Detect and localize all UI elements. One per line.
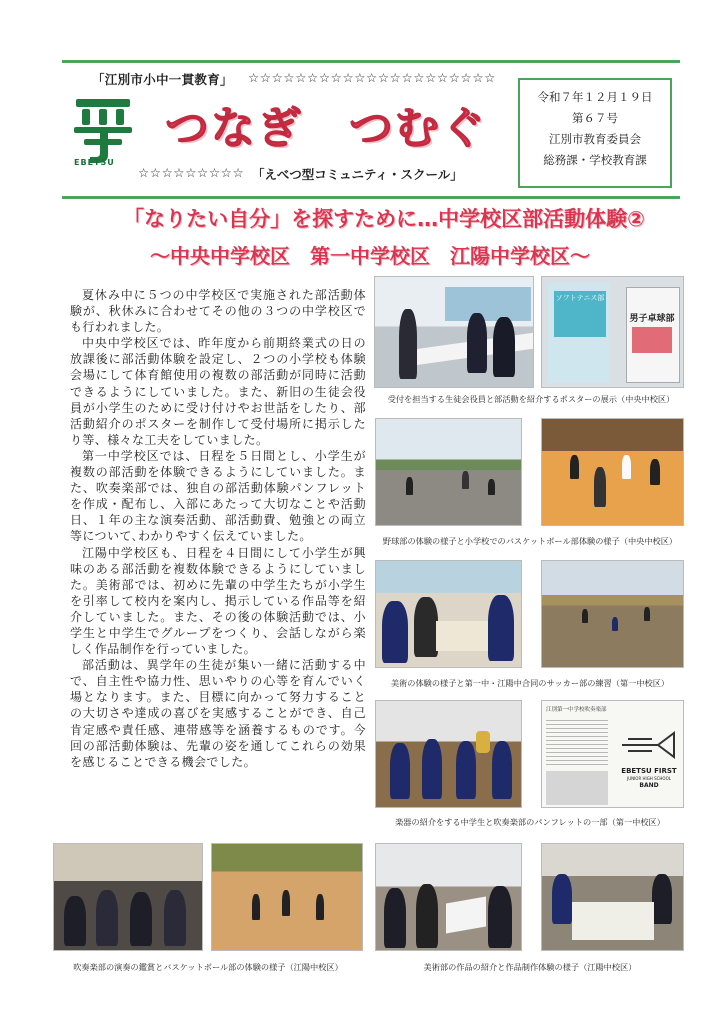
photo-baseball <box>375 418 522 526</box>
caption-3: 美術の体験の様子と第一中・江陽中合同のサッカー部の練習（第一中校区） <box>390 678 670 688</box>
caption-6: 美術部の作品の紹介と作品制作体験の様子（江陽中校区） <box>423 962 637 972</box>
article-headline: 「なりたい自分」を探すために…中学校区部活動体験② <box>123 207 645 231</box>
decorative-stars-bottom: ☆☆☆☆☆☆☆☆☆ <box>138 165 245 180</box>
school-emblem-icon <box>70 95 136 165</box>
caption-4: 楽器の紹介をする中学生と吹奏楽部のパンフレットの一部（第一中校区） <box>395 817 665 827</box>
band-logo-line2: JUNIOR HIGH SCHOOL <box>627 776 671 781</box>
photo-reception-desk <box>374 276 534 388</box>
issue-number: 第６７号 <box>572 111 618 125</box>
band-logo-line3: BAND <box>639 782 659 789</box>
poster-sign-table-tennis: 男子卓球部 <box>629 314 675 324</box>
band-logo-line1: EBETSU FIRST <box>621 767 677 775</box>
photo-instrument-intro <box>375 700 522 808</box>
paragraph: 江陽中学校区も、日程を４日間にして小学生が興味のある部活動を複数体験できるようにしていました。美術部では、初めに先輩の中学生たちが小学生を引率して校内を案内し、掲示している作品等を紹介していました。また、その後の体験活動では、小学生と中学生でグループをつくり、会話しながら楽しく作品制作を行っていました。 <box>70 545 366 657</box>
paragraph: 第一中学校区では、日程を５日間とし、小学生が複数の部活動を体験できるようにしていました。また、吹奏楽部では、独自の部活動体験パンフレットを作成・配布し、入部にあたって大切なことや活動日、１年の主な演奏活動、部活動費、勉強との両立等について､わかりやすく伝えていました。 <box>70 448 366 544</box>
article-body <box>70 287 366 770</box>
newsletter-subtitle: 「えべつ型コミュニティ・スクール」 <box>252 167 463 182</box>
paragraph: 夏休み中に５つの中学校区で実施された部活動体験が、秋休みに合わせてその他の３つの中学校区でも行われました。 <box>70 288 366 335</box>
photo-band-performance <box>53 843 203 951</box>
poster-sign-tennis: ソフトテニス部 <box>555 294 605 302</box>
photo-art-workshop <box>541 843 684 951</box>
trumpet-icon <box>618 725 678 765</box>
photo-basketball-elementary <box>541 418 684 526</box>
header-top-rule <box>62 60 680 63</box>
caption-2: 野球部の体験の様子と小学校でのバスケットボール部体験の様子（中央中校区） <box>382 536 678 546</box>
photo-soccer <box>541 560 684 668</box>
paragraph: 中央中学校区では、昨年度から前期終業式の日の放課後に部活動体験を設定し、２つの小学校も体験会場にして体育館使用の複数の部活動が同時に活動できるようにしていました。また、新旧の生徒会役員が小学生のために受け付けやお世話をしたり、部活動紹介のポスターを制作して受付場所に掲示したり等、様々な工夫をしていました。 <box>70 336 366 447</box>
publisher-org: 江別市教育委員会 <box>549 132 641 146</box>
issue-info-box <box>518 78 672 188</box>
issue-date: 令和７年１２月１９日 <box>537 90 653 104</box>
pamphlet-title: 江別第一中学校吹奏楽部 <box>546 707 607 713</box>
photo-club-posters <box>541 276 684 388</box>
header-bottom-rule <box>62 196 680 199</box>
newsletter-title: つなぎ つむぐ <box>165 103 487 154</box>
photo-art-exhibit <box>375 843 522 951</box>
article-subheadline: ～中央中学校区 第一中学校区 江陽中学校区～ <box>150 244 590 268</box>
caption-5: 吹奏楽部の演奏の鑑賞とバスケットボール部の体験の様子（江陽中校区） <box>73 962 343 972</box>
publisher-dept: 総務課・学校教育課 <box>543 153 647 167</box>
caption-1: 受付を担当する生徒会役員と部活動を紹介するポスターの展示（中央中校区） <box>387 394 675 404</box>
photo-band-pamphlet <box>541 700 684 808</box>
photo-art-class <box>375 560 522 668</box>
decorative-stars-top: ☆☆☆☆☆☆☆☆☆☆☆☆☆☆☆☆☆☆☆☆☆ <box>248 70 496 85</box>
logo-caption: EBETSU <box>74 158 115 167</box>
paragraph: 部活動は、異学年の生徒が集い一緒に活動する中で、自主性や協力性、思いやりの心等を育んでいく場となります。また、目標に向かって努力することの大切さや達成の喜びを実感することができ、自己肯定感や責任感、連帯感等を涵養するものです。今回の部活動体験は、先輩の姿を通してこれらの効果を感じることできる機会でした。 <box>70 658 366 769</box>
photo-basketball-kouyou <box>211 843 363 951</box>
series-label: 「江別市小中一貫教育」 <box>92 72 233 87</box>
